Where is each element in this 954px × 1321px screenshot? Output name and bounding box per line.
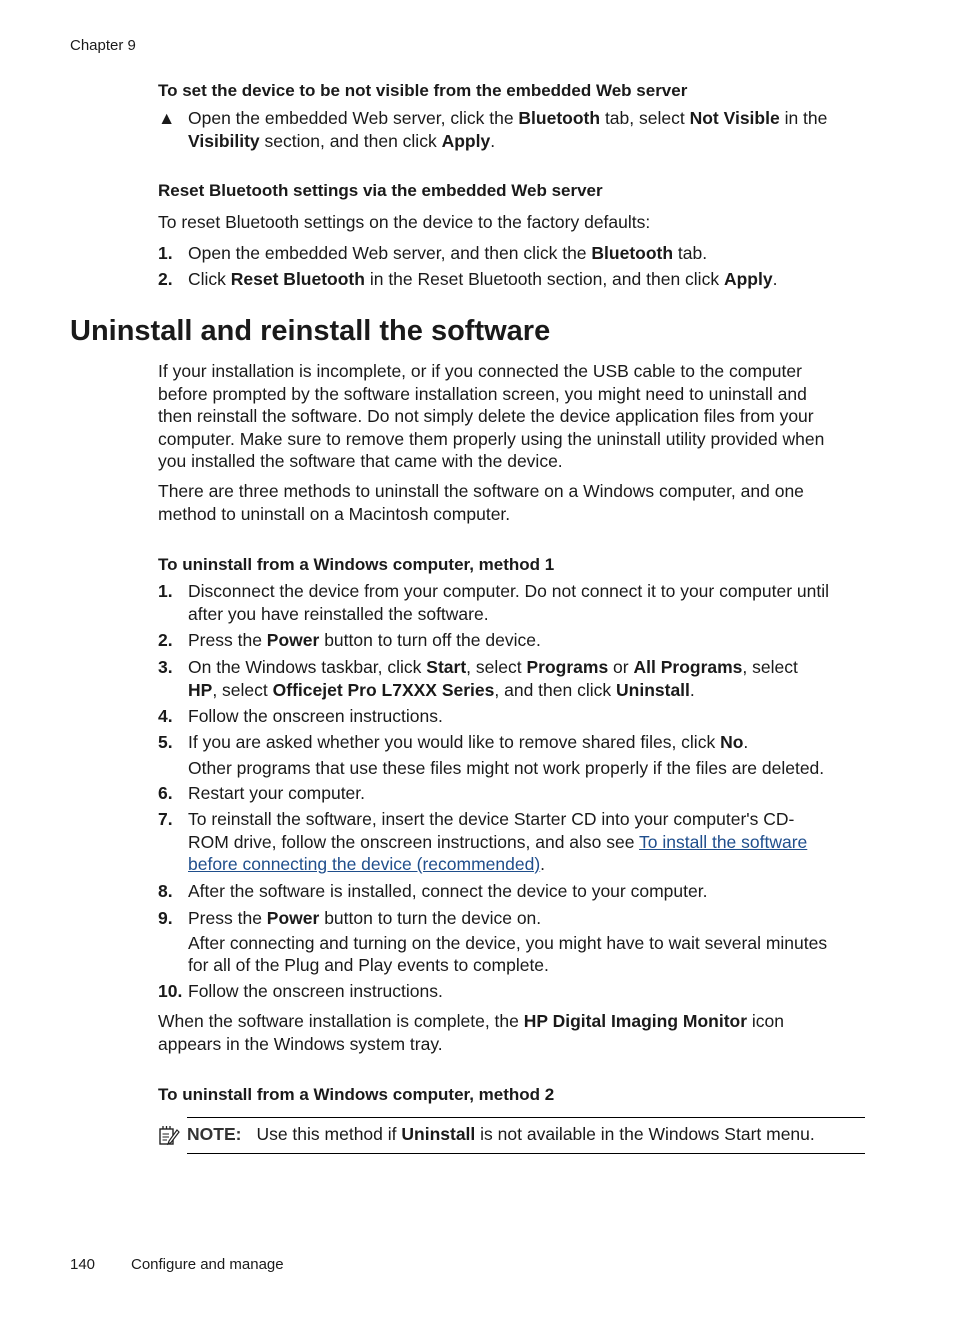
link-install-software-cont[interactable]: before connecting the device (recommended) xyxy=(188,854,541,874)
bullet-text: Open the embedded Web server, click the Bluetooth tab, select Not Visible in the Visibility section, and then click Apply. xyxy=(188,108,828,151)
note-label: NOTE: xyxy=(187,1124,242,1144)
reset-intro: To reset Bluetooth settings on the device to the factory defaults: xyxy=(158,212,651,232)
page-title: Uninstall and reinstall the software xyxy=(70,315,551,347)
note-icon xyxy=(158,1125,180,1152)
paragraph-methods: There are three methods to uninstall the software on a Windows computer, and one method to uninstall on a Macintosh computer. xyxy=(158,481,804,524)
heading-method-1: To uninstall from a Windows computer, method 1 xyxy=(158,555,555,574)
heading-not-visible: To set the device to be not visible from the embedded Web server xyxy=(158,81,688,100)
bullet-triangle: ▲ xyxy=(158,108,176,128)
note-bottom-rule xyxy=(187,1153,865,1154)
page-number: 140 xyxy=(70,1256,96,1273)
paragraph-closing: When the software installation is complete, the HP Digital Imaging Monitor icon appears in the Windows system tray. xyxy=(158,1011,785,1054)
heading-reset-bluetooth: Reset Bluetooth settings via the embedded Web server xyxy=(158,181,603,200)
heading-method-2: To uninstall from a Windows computer, method 2 xyxy=(158,1085,555,1104)
chapter-label: Chapter 9 xyxy=(70,37,136,54)
link-install-software[interactable]: To install the software xyxy=(639,831,808,852)
manual-page: Chapter 9 To set the device to be not visible from the embedded Web server ▲ Open the embedded Web server, click the Bluetooth tab, select Not Visible in the Visibility section, and then click Apply. Reset Bluetooth settings via the embedded Web server To reset Bluetooth settings on the device to the factory defaults: 1. Open the embedded Web server, and then click the Bluetooth tab. 2. Click Reset Bluetooth in the Reset Bluetooth section, and then click Apply. Uninstall and reinstall the software If your installation is incomplete, or if you connected the USB cable to the computer before prompted by the software installation screen, you might need to uninstall and then reinstall the software. Do not simply delete the device application files from your computer. Make sure to remove them properly using the uninstall utility provided when you installed the software that came with the device. There are three methods to uninstall the software on a Windows computer, and one method to uninstall on a Macintosh computer. To uninstall from a Windows computer, method 1 1. Disconnect the device from your computer. Do not connect it to your computer until after you have reinstalled the software. 2. Press the Power button to turn off the device. 3. On the Windows taskbar, click Start, select Programs or All Programs, select HP, select Officejet Pro L7XXX Series, and then click Uninstall. 4. Follow the onscreen instructions. 5. If you are asked whether you would like to remove shared files, click No. Other programs that use these files might not work properly if the files are deleted. 6. Restart your computer. 7. To reinstall the software, insert the device Starter CD into your computer's CD- ROM drive, follow the onscreen instructions, and also see To install the software before connecting the device (recommended). 8. After the software is installed, connect the device to your computer. 9. Press the Power button to turn the device on. After connecting and turning on the device, you might have to wait several minutes for all of the Plug and Play events to complete. 10. Follow the onscreen instructions. When the software installation is complete, the HP Digital Imaging Monitor icon appears in the Windows system tray. To uninstall from a Windows computer, method 2 NOTE: Use this method if Uninstall is not available in the Windows Start menu. 140 Configure and manage xyxy=(0,0,954,1321)
note-text: NOTE: Use this method if Uninstall is not available in the Windows Start menu. xyxy=(187,1124,815,1144)
footer-section: Configure and manage xyxy=(131,1256,284,1273)
note-top-rule xyxy=(187,1117,865,1118)
paragraph-intro: If your installation is incomplete, or if you connected the USB cable to the computer before prompted by the software installation screen, you might need to uninstall and then reinstall the software. Do not simply delete the device application files from your computer. Make sure to remove them properly using the uninstall utility provided when you installed the software that came with the device. xyxy=(158,361,825,471)
